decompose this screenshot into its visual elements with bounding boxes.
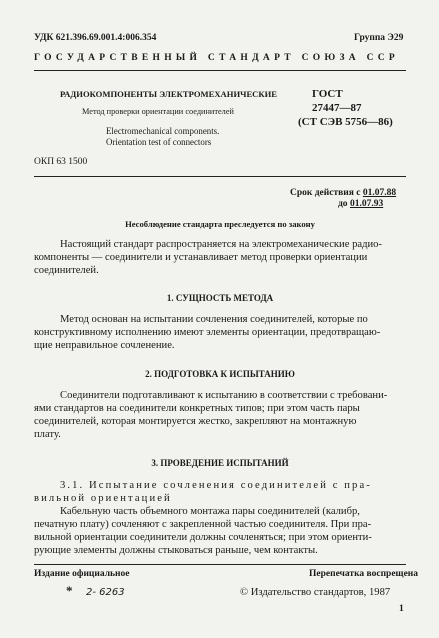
document-title-en: Electromechanical components. xyxy=(106,126,220,136)
section-2-line-1: Соединители подготавливают к испытанию в соответствии с требовани- xyxy=(60,390,388,401)
section-1-line-2: конструктивному исполнению имеют элементы ориентации, предотвращаю- xyxy=(34,327,381,338)
group-code: Группа Э29 xyxy=(354,33,404,43)
document-subtitle-en: Orientation test of connectors xyxy=(106,137,212,147)
title-rule xyxy=(34,176,406,177)
state-standard-banner: ГОСУДАРСТВЕННЫЙ СТАНДАРТ СОЮЗА ССР xyxy=(34,53,400,63)
document-subtitle-ru: Метод проверки ориентации соединителей xyxy=(82,107,234,116)
st-sev-number: (СТ СЭВ 5756—86) xyxy=(298,116,393,128)
section-3-line-3: вильной ориентации соединители должны сочленяться; при этом ориенти- xyxy=(34,532,372,543)
page-number: 1 xyxy=(399,604,404,614)
validity-to xyxy=(338,199,383,209)
section-3-line-4: рующие элементы должны стыковаться раньше, чем контакты. xyxy=(34,545,318,556)
header-rule xyxy=(34,70,406,71)
gost-number: 27447—87 xyxy=(312,102,362,114)
validity-to-date: 01.07.93 xyxy=(349,199,384,209)
section-2-line-3: соединителей, которая монтируется жестко, закрепляют на монтажную xyxy=(34,416,357,427)
validity-from-date: 01.07.88 xyxy=(362,188,397,198)
section-1-heading: 1. СУЩНОСТЬ МЕТОДА xyxy=(166,293,274,303)
section-2-heading: 2. ПОДГОТОВКА К ИСПЫТАНИЮ xyxy=(145,369,295,379)
gost-label: ГОСТ xyxy=(312,88,343,100)
document-title-ru: РАДИОКОМПОНЕНТЫ ЭЛЕКТРОМЕХАНИЧЕСКИЕ xyxy=(60,89,278,99)
handwritten-number: 2- 6263 xyxy=(86,587,125,598)
subsection-3-1-line-2: вильной ориентацией xyxy=(34,493,172,504)
legal-notice: Несоблюдение стандарта преследуется по закону xyxy=(125,219,315,229)
section-1-line-1: Метод основан на испытании сочленения соединителей, которые по xyxy=(60,314,368,325)
official-edition: Издание официальное xyxy=(34,569,130,579)
intro-line-3: соединителей. xyxy=(34,265,99,276)
footer-rule xyxy=(34,564,406,565)
section-2-line-4: плату. xyxy=(34,429,61,440)
copyright: © Издательство стандартов, 1987 xyxy=(240,587,391,598)
section-1-line-3: щие неправильное сочленение. xyxy=(34,340,175,351)
validity-from xyxy=(290,188,396,198)
star-mark: * xyxy=(66,583,73,598)
section-3-line-2: печатную плату) сочленяют с закрепленной частью соединителя. При пра- xyxy=(34,519,372,530)
subsection-3-1-line-1: 3.1. Испытание сочленения соединителей с пра- xyxy=(60,480,372,491)
section-3-line-1: Кабельную часть объемного монтажа пары соединителей (калибр, xyxy=(60,506,360,517)
section-2-line-2: ями стандартов на соединители конкретных типов; при этом часть пары xyxy=(34,403,360,414)
udk-code: УДК 621.396.69.001.4:006.354 xyxy=(34,33,157,43)
validity-from-label: Срок действия с xyxy=(290,188,361,198)
intro-line-2: компоненты — соединители и устанавливает метод проверки ориентации xyxy=(34,252,368,263)
validity-to-label: до xyxy=(338,199,348,209)
okp-code: ОКП 63 1500 xyxy=(34,157,88,167)
intro-line-1: Настоящий стандарт распространяется на электромеханические радио- xyxy=(60,239,382,250)
reprint-prohibited: Перепечатка воспрещена xyxy=(309,569,419,579)
gost-identifier xyxy=(298,87,418,129)
section-3-heading: 3. ПРОВЕДЕНИЕ ИСПЫТАНИЙ xyxy=(151,458,289,468)
